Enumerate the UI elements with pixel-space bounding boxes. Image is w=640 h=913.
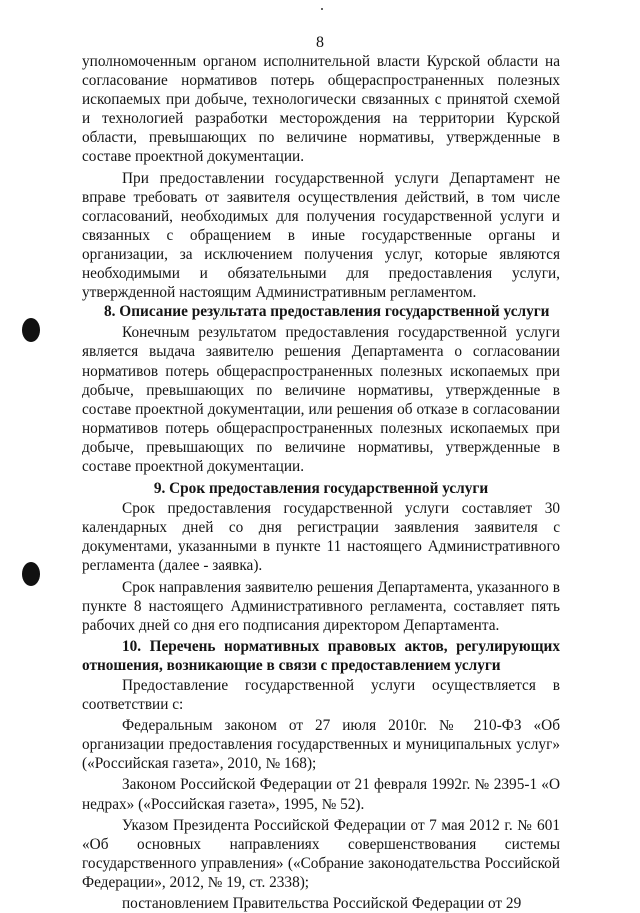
scan-speck	[321, 8, 323, 10]
paragraph: Федеральным законом от 27 июля 2010г. № 210-ФЗ «Об организации предоставления государственных и муниципальных услуг» («Российская газета», 2010, № 168);	[82, 717, 560, 773]
paragraph: Указом Президента Российской Федерации от 7 мая 2012 г. № 601 «Об основных направлениях совершенствования системы государственного управления» («Собрание законодательства Российской Федерации», 2012, № 19, ст. 2338);	[82, 816, 560, 891]
paragraph: уполномоченным органом исполнительной власти Курской области на согласование нормативов потерь общераспространенных полезных ископаемых при добыче, технологически связанных с принятой схемой и технологией разработки месторождения на территории Курской области, превышающих по величине нормативы, утвержденные в составе проектной документации.	[82, 53, 560, 166]
paragraph: Законом Российской Федерации от 21 февраля 1992г. № 2395-1 «О недрах» («Российская газета», 1995, № 52).	[82, 776, 560, 813]
paragraph: Срок предоставления государственной услуги составляет 30 календарных дней со дня регистрации заявления заявителя с документами, указанными в пункте 11 настоящего Административного регламента (далее - заявка).	[82, 500, 560, 575]
section-heading: 10. Перечень нормативных правовых актов, регулирующих отношения, возникающие в связи с предоставлением услуги	[82, 637, 560, 674]
paragraph: Конечным результатом предоставления государственной услуги является выдача заявителю решения Департамента о согласовании нормативов потерь общераспространенных полезных ископаемых при добыче, превышающих по величине нормативы, утвержденные в составе проектной документации, или решения об отказе в согласовании нормативов потерь общераспространенных полезных ископаемых при добыче, превышающих по величине нормативы, утвержденные в составе проектной документации.	[82, 324, 560, 475]
paragraph: постановлением Правительства Российской Федерации от 29	[122, 895, 522, 913]
paragraph: Предоставление государственной услуги осуществляется в соответствии с:	[82, 677, 560, 714]
section-heading: 9. Срок предоставления государственной услуги	[153, 480, 489, 498]
page-number: 8	[316, 34, 324, 51]
paragraph: При предоставлении государственной услуги Департамент не вправе требовать от заявителя осуществления действий, в том числе согласований, необходимых для получения государственной услуги и связанных с обращением в иные государственные органы и организации, за исключением получения услуг, которые являются необходимыми и обязательными для предоставления услуги, утвержденной настоящим Административным регламентом.	[82, 169, 560, 302]
punch-hole-mark	[22, 562, 40, 586]
paragraph: Срок направления заявителю решения Департамента, указанного в пункте 8 настоящего Административного регламента, составляет пять рабочих дней со дня его подписания директором Департамента.	[82, 578, 560, 634]
section-heading: 8. Описание результата предоставления государственной услуги	[104, 303, 550, 321]
punch-hole-mark	[22, 318, 40, 342]
document-body	[82, 52, 560, 913]
